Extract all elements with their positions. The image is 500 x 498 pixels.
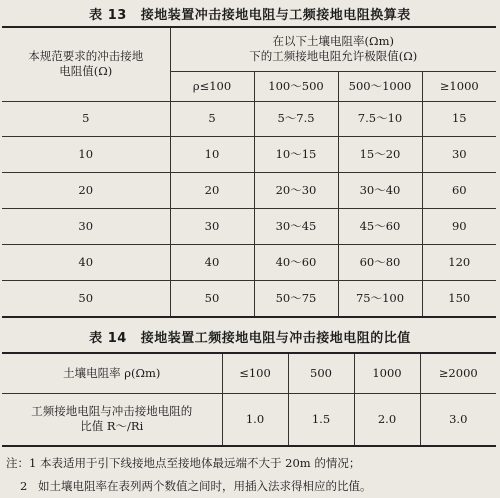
table-cell: 30 — [422, 137, 496, 173]
table-cell: 20 — [170, 173, 254, 209]
table-14-row1-label: 土壤电阻率 ρ(Ωm) — [2, 353, 222, 393]
table-row — [2, 353, 496, 393]
table-row — [2, 393, 496, 446]
table-cell: 60～80 — [338, 244, 422, 280]
table-cell: 30 — [170, 208, 254, 244]
table-cell: 45～60 — [338, 208, 422, 244]
note-2 — [20, 478, 372, 494]
table-cell: 50～75 — [254, 280, 338, 317]
note-2-index: 2 — [20, 479, 28, 493]
table-cell: 20～30 — [254, 173, 338, 209]
table-cell: 1000 — [354, 353, 420, 393]
table-cell: 50 — [2, 280, 170, 317]
row-header-line1: 本规范要求的冲击接地 — [28, 49, 144, 64]
column-header: ρ≤100 — [170, 71, 254, 101]
table-cell: 5 — [2, 101, 170, 137]
table-14-row2-label — [2, 393, 222, 446]
note-1 — [6, 455, 360, 471]
table-cell: ≥2000 — [420, 353, 496, 393]
table-13-caption: 接地装置冲击接地电阻与工频接地电阻换算表 — [140, 8, 411, 23]
table-13-number: 表 13 — [89, 8, 127, 23]
table-cell: 2.0 — [354, 393, 420, 446]
table-cell: 40 — [2, 244, 170, 280]
row-header-cell — [2, 27, 170, 101]
table-cell: 30～40 — [338, 173, 422, 209]
table-cell: 15 — [422, 101, 496, 137]
table-cell: 3.0 — [420, 393, 496, 446]
group-header-cell — [170, 27, 496, 71]
column-header: 500～1000 — [338, 71, 422, 101]
table-cell: 15～20 — [338, 137, 422, 173]
table-cell: 50 — [170, 280, 254, 317]
row2-label-line1: 工频接地电阻与冲击接地电阻的 — [31, 404, 193, 419]
table-14-caption: 接地装置工频接地电阻与冲击接地电阻的比值 — [140, 331, 411, 346]
table-cell: 5～7.5 — [254, 101, 338, 137]
table-13 — [2, 26, 496, 318]
table-cell: 75～100 — [338, 280, 422, 317]
table-cell: 10 — [170, 137, 254, 173]
table-cell: 5 — [170, 101, 254, 137]
note-2-text: 如土壤电阻率在表列两个数值之间时，用插入法求得相应的比值。 — [38, 479, 372, 493]
table-cell: 120 — [422, 244, 496, 280]
table-cell: 20 — [2, 173, 170, 209]
row2-label-line2: 比值 R～/Ri — [80, 419, 144, 434]
note-1-text: 本表适用于引下线接地点至接地体最远端不大于 20m 的情况； — [39, 456, 361, 470]
table-cell: 40 — [170, 244, 254, 280]
table-cell: 7.5～10 — [338, 101, 422, 137]
table-cell: 10 — [2, 137, 170, 173]
table-row — [2, 101, 496, 137]
table-cell: 30 — [2, 208, 170, 244]
table-row — [2, 280, 496, 317]
row-header-line2: 电阻值(Ω) — [59, 64, 113, 79]
group-header-line2: 下的工频接地电阻允许极限值(Ω) — [249, 49, 418, 64]
table-row — [2, 137, 496, 173]
table-14-title — [0, 327, 500, 346]
table-cell: 10～15 — [254, 137, 338, 173]
group-header-line1: 在以下土壤电阻率(Ωm) — [272, 34, 394, 49]
table-cell: 150 — [422, 280, 496, 317]
note-prefix: 注：1 — [6, 456, 37, 470]
table-14-number: 表 14 — [89, 331, 127, 346]
table-row — [2, 173, 496, 209]
table-row — [2, 244, 496, 280]
table-cell: 500 — [288, 353, 354, 393]
column-header: 100～500 — [254, 71, 338, 101]
table-cell: 1.0 — [222, 393, 288, 446]
table-cell: 30～45 — [254, 208, 338, 244]
table-cell: 1.5 — [288, 393, 354, 446]
table-cell: 40～60 — [254, 244, 338, 280]
table-13-title — [0, 4, 500, 23]
table-cell: ≤100 — [222, 353, 288, 393]
table-row — [2, 208, 496, 244]
table-cell: 90 — [422, 208, 496, 244]
table-cell: 60 — [422, 173, 496, 209]
table-14 — [2, 352, 496, 447]
column-header: ≥1000 — [422, 71, 496, 101]
